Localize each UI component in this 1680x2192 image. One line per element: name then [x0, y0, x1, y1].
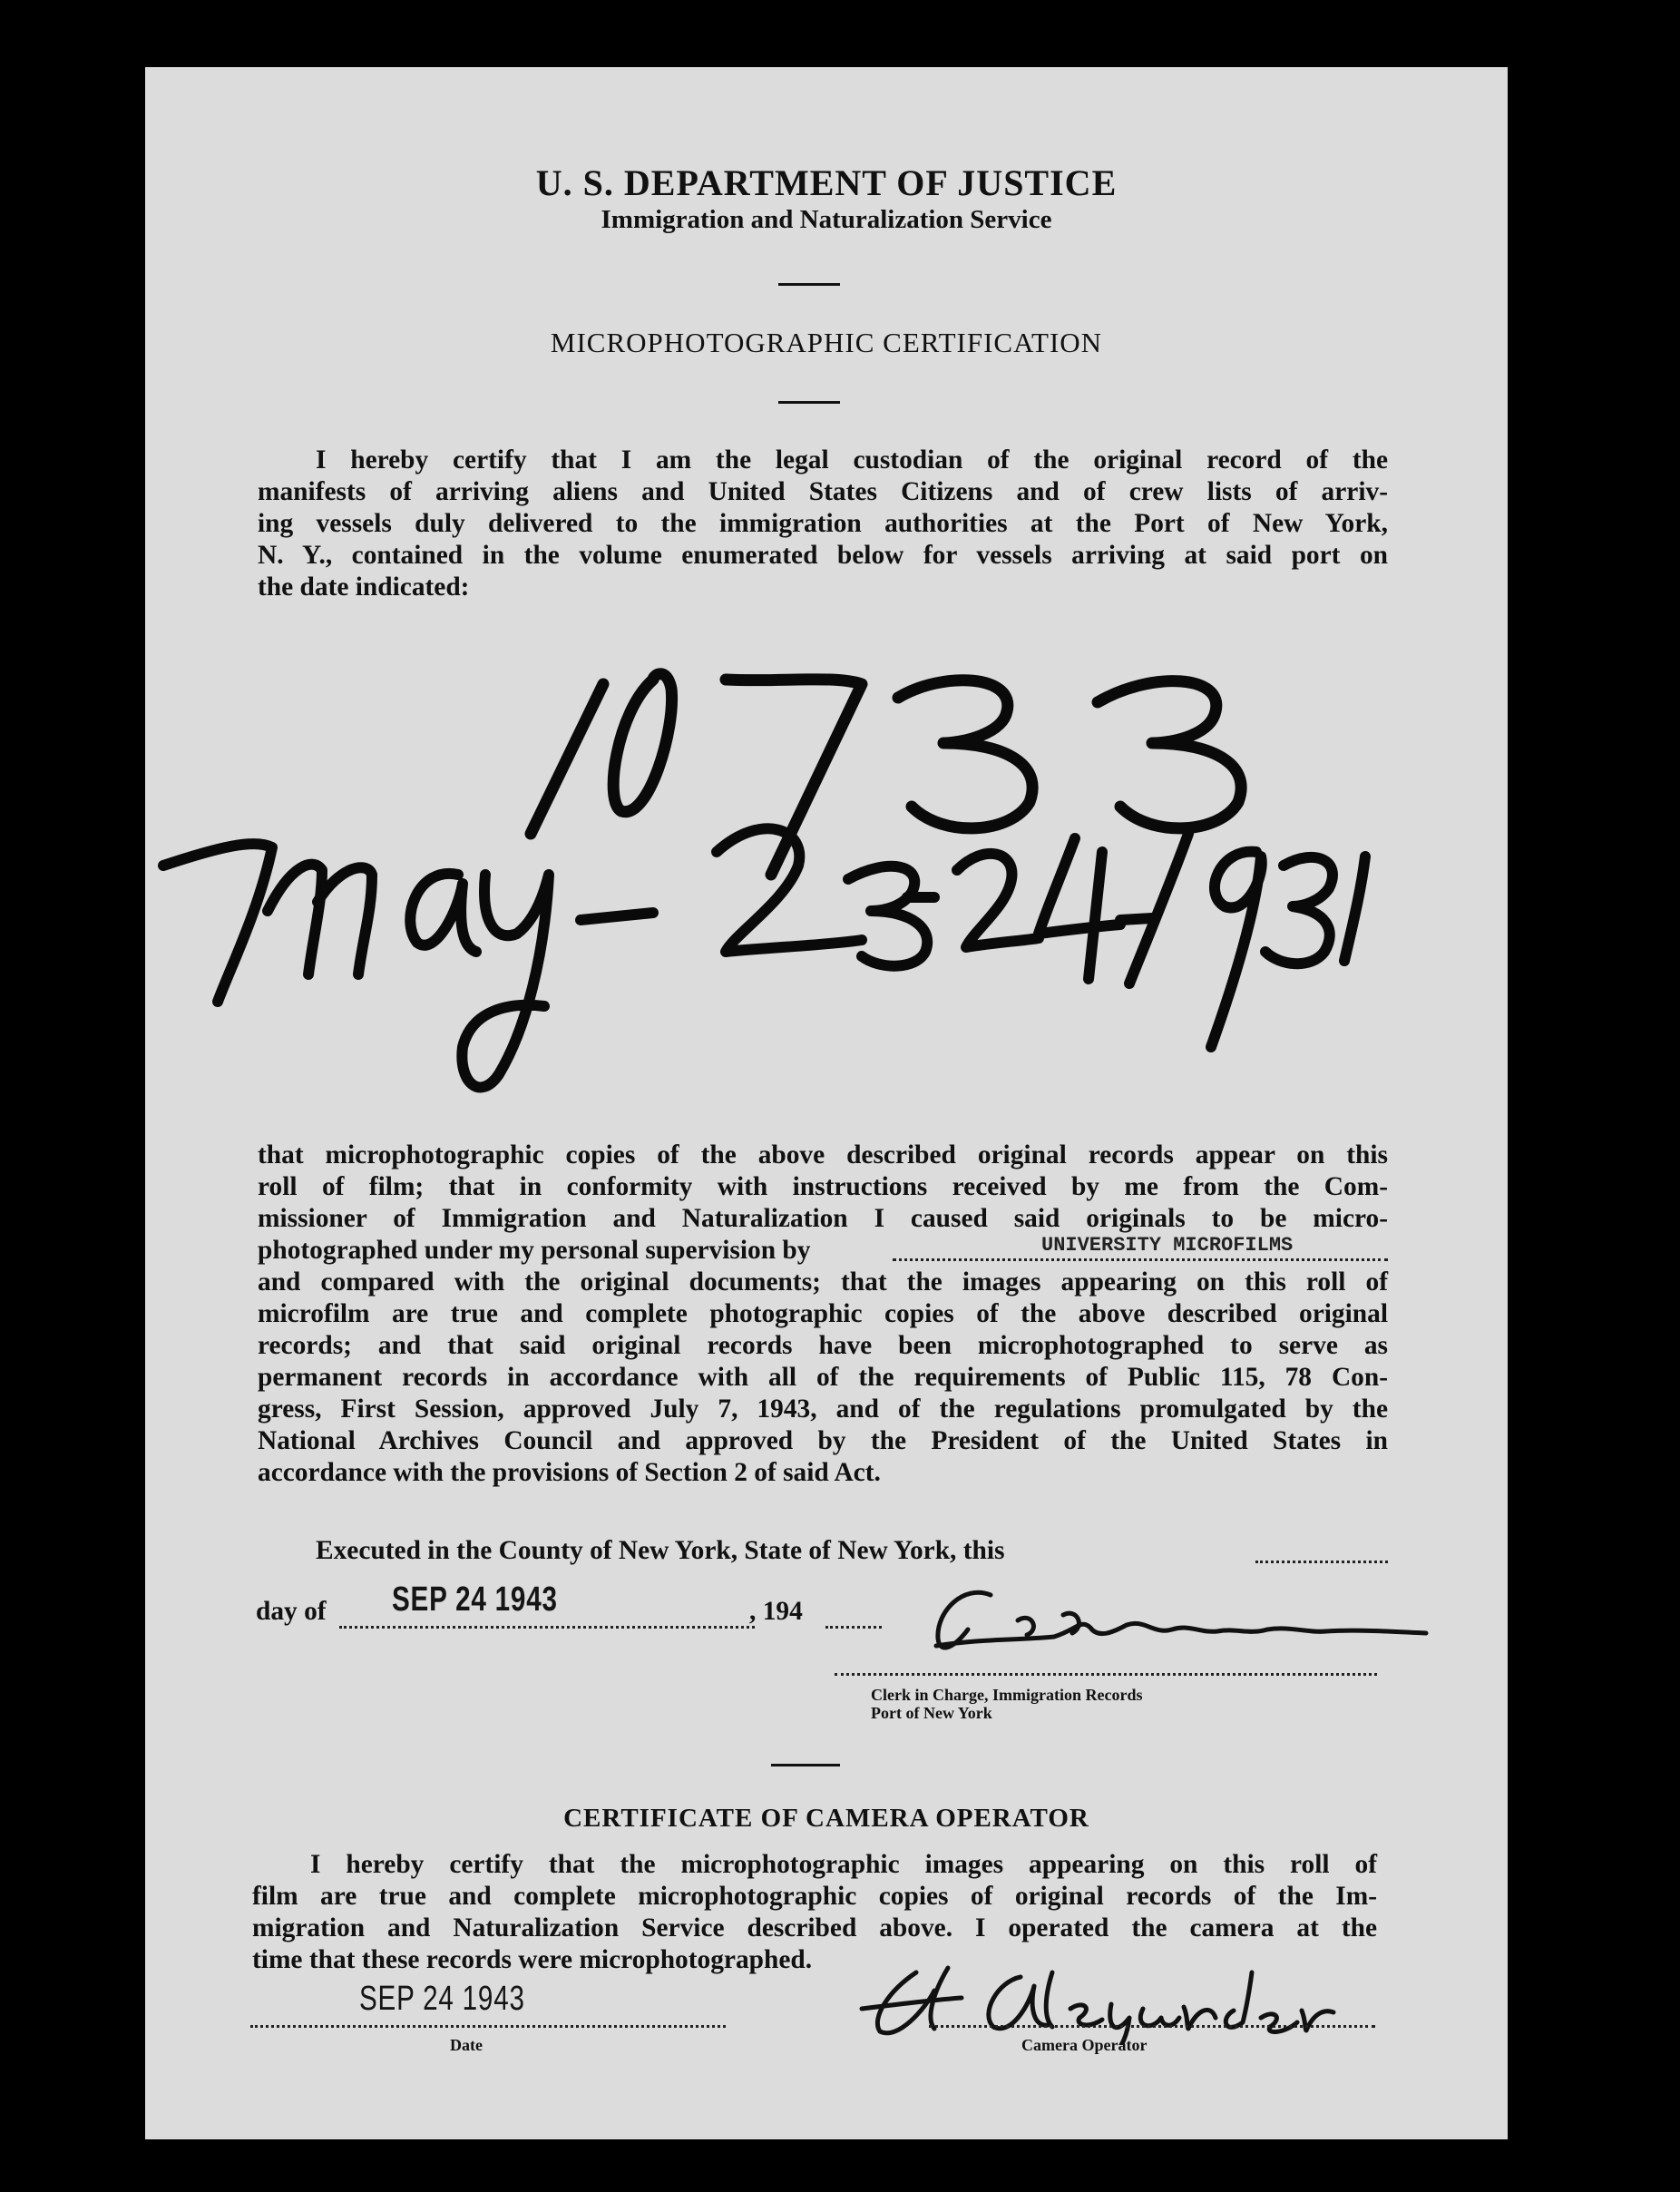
divider — [771, 1764, 840, 1766]
day-of-label: day of — [256, 1597, 327, 1626]
paragraph-line: accordance with the provisions of Section 2 of said Act. — [258, 1458, 881, 1487]
blank-line — [825, 1624, 882, 1629]
blank-line — [339, 1624, 755, 1629]
paragraph-line: National Archives Council and approved by the President of the United States in — [258, 1426, 1388, 1455]
blank-line — [1255, 1559, 1388, 1563]
clerk-signature — [882, 1575, 1508, 1675]
executed-text: Executed in the County of New York, State of New York, this — [316, 1536, 1005, 1565]
camera-certificate-title: CERTIFICATE OF CAMERA OPERATOR — [563, 1804, 1089, 1833]
paragraph-line: the date indicated: — [258, 572, 470, 602]
paragraph-line: and compared with the original documents; that the images appearing on this roll of — [258, 1267, 1388, 1297]
paragraph-line: manifests of arriving aliens and United States Citizens and of crew lists of arriv- — [258, 477, 1388, 506]
certificate-page — [145, 67, 1508, 2139]
clerk-title-line1: Clerk in Charge, Immigration Records — [871, 1686, 1143, 1704]
clerk-title-line2: Port of New York — [871, 1704, 992, 1722]
paragraph-line: missioner of Immigration and Naturalization I caused said originals to be micro- — [258, 1204, 1388, 1233]
paragraph-line: records; and that said original records have been microphotographed to serve as — [258, 1331, 1388, 1360]
certification-body — [258, 1140, 1388, 1489]
signature-line — [835, 1671, 1377, 1676]
supervision-line — [258, 1235, 1388, 1267]
camera-operator-label: Camera Operator — [1021, 2036, 1148, 2054]
paragraph-line: roll of film; that in conformity with instructions received by me from the Com- — [258, 1172, 1388, 1201]
paragraph-line: I hereby certify that I am the legal custodian of the original record of the — [316, 445, 1388, 475]
operator-signature — [835, 1954, 1397, 2045]
executed-line — [258, 1535, 1388, 1567]
typed-company: UNIVERSITY MICROFILMS — [1041, 1234, 1294, 1257]
camera-stamped-date: SEP 24 1943 — [359, 1980, 525, 2018]
paragraph-line: gress, First Session, approved July 7, 1943, and of the regulations promulgated by the — [258, 1394, 1388, 1424]
paragraph-line: time that these records were microphotographed. — [252, 1945, 813, 1974]
paragraph-line: migration and Naturalization Service described above. I operated the camera at the — [252, 1913, 1377, 1942]
paragraph-line: ing vessels duly delivered to the immigration authorities at the Port of New York, — [258, 509, 1388, 538]
paragraph-line: that microphotographic copies of the above described original records appear on this — [258, 1140, 1388, 1169]
supervision-prefix: photographed under my personal supervision by — [258, 1236, 811, 1265]
service-subheading: Immigration and Naturalization Service — [601, 205, 1052, 234]
divider — [778, 283, 840, 286]
paragraph-line: I hereby certify that the microphotographic images appearing on this roll of — [310, 1850, 1377, 1879]
clerk-title — [871, 1686, 1142, 1722]
paragraph-line: microfilm are true and complete photographic copies of the above described original — [258, 1299, 1388, 1328]
divider — [778, 401, 840, 404]
day-of-line — [256, 1580, 891, 1633]
year-prefix: , 194 — [749, 1597, 803, 1626]
certification-title: MICROPHOTOGRAPHIC CERTIFICATION — [550, 327, 1103, 358]
paragraph-line: N. Y., contained in the volume enumerated below for vessels arriving at said port on — [258, 541, 1388, 570]
date-label: Date — [450, 2036, 483, 2054]
department-heading: U. S. DEPARTMENT OF JUSTICE — [535, 162, 1118, 203]
stamped-date: SEP 24 1943 — [392, 1580, 558, 1619]
paragraph-line: film are true and complete microphotographic copies of original records of the Im- — [252, 1882, 1377, 1911]
operator-signature-line — [929, 2023, 1375, 2028]
paragraph-line: permanent records in accordance with all of the requirements of Public 115, 78 Con- — [258, 1363, 1388, 1392]
date-line — [250, 2023, 726, 2028]
